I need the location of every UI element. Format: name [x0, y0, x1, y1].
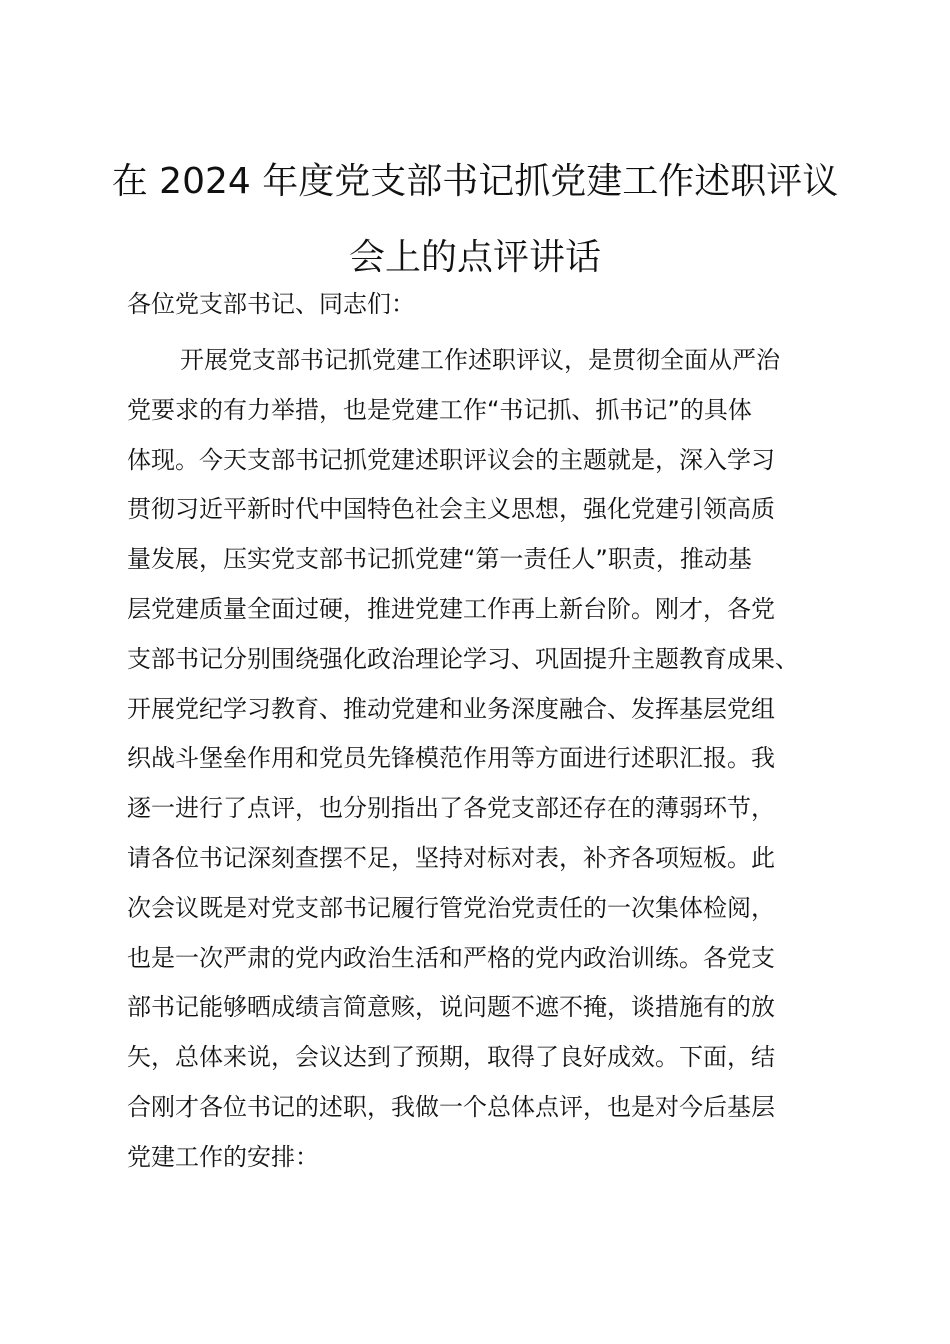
- paragraph-line: 合刚才各位书记的述职，我做一个总体点评，也是对今后基层: [127, 1092, 775, 1121]
- document-title-line-2: 会上的点评讲话: [348, 237, 601, 278]
- paragraph-line: 织战斗堡垒作用和党员先锋模范作用等方面进行述职汇报。我: [127, 744, 775, 773]
- paragraph-line: 支部书记分别围绕强化政治理论学习、巩固提升主题教育成果、: [127, 644, 799, 673]
- paragraph-line: 逐一进行了点评，也分别指出了各党支部还存在的薄弱环节，: [127, 794, 775, 823]
- paragraph-line: 贯彻习近平新时代中国特色社会主义思想，强化党建引领高质: [127, 495, 775, 524]
- paragraph-line: 体现。今天支部书记抓党建述职评议会的主题就是，深入学习: [127, 445, 775, 474]
- body-paragraph: [127, 336, 847, 1183]
- paragraph-line: 矢，总体来说，会议达到了预期，取得了良好成效。下面，结: [127, 1043, 775, 1072]
- paragraph-line: 也是一次严肃的党内政治生活和严格的党内政治训练。各党支: [127, 943, 775, 972]
- paragraph-line: 开展党支部书记抓党建工作述职评议，是贯彻全面从严治: [180, 346, 780, 374]
- paragraph-line: 党要求的有力举措，也是党建工作“书记抓、抓书记”的具体: [127, 395, 752, 424]
- paragraph-line: 部书记能够晒成绩言简意赅，说问题不遮不掩，谈措施有的放: [127, 993, 775, 1022]
- paragraph-line: 量发展，压实党支部书记抓党建“第一责任人”职责，推动基: [127, 545, 752, 574]
- salutation: 各位党支部书记、同志们：: [127, 290, 415, 318]
- paragraph-line: 次会议既是对党支部书记履行管党治党责任的一次集体检阅，: [127, 893, 775, 922]
- paragraph-line: 党建工作的安排：: [127, 1142, 319, 1171]
- paragraph-line: 请各位书记深刻查摆不足，坚持对标对表，补齐各项短板。此: [127, 843, 775, 872]
- document-title-line-1: 在 2024 年度党支部书记抓党建工作述职评议: [111, 161, 839, 202]
- paragraph-line: 层党建质量全面过硬，推进党建工作再上新台阶。刚才，各党: [127, 594, 775, 623]
- paragraph-line: 开展党纪学习教育、推动党建和业务深度融合、发挥基层党组: [127, 694, 775, 723]
